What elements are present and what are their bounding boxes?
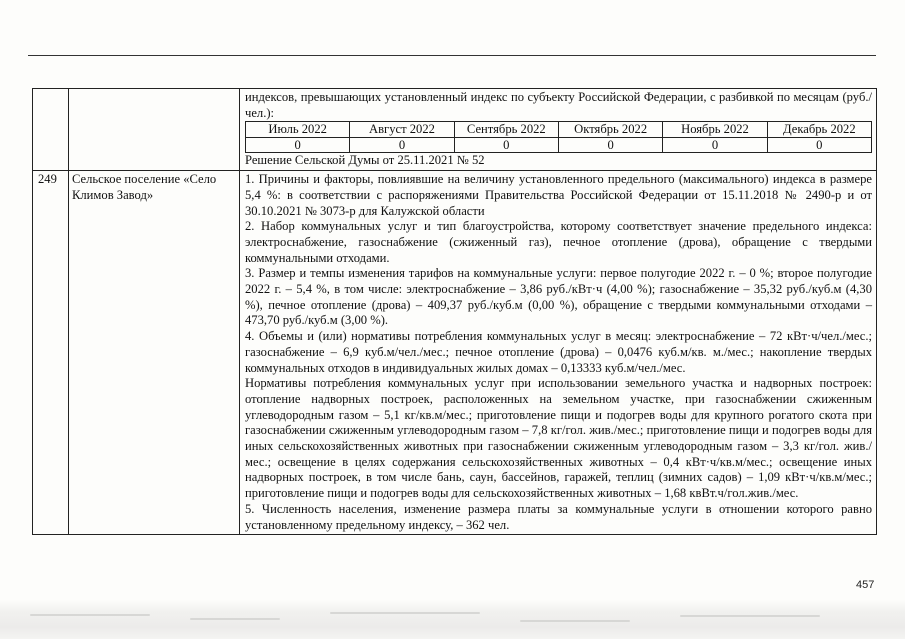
month-header: Июль 2022 bbox=[246, 122, 350, 138]
month-header: Сентябрь 2022 bbox=[454, 122, 558, 138]
month-header: Август 2022 bbox=[350, 122, 454, 138]
cell-continuation bbox=[240, 89, 877, 171]
decision-reference: Решение Сельской Думы от 25.11.2021 № 52 bbox=[245, 153, 485, 168]
paragraph-population: 5. Численность населения, изменение размера платы за коммунальные услуги в отношении которого равно установленному предельному индексу, – 362 чел. bbox=[245, 501, 872, 532]
paragraph-tariffs: 3. Размер и темпы изменения тарифов на коммунальные услуги: первое полугодие 2022 г. – 0 %; второе полугодие 2022 г. – 5,4 %, в том числе: электроснабжение – 3,86 руб./кВт·ч (4,00 %); газоснабжение – 35,32 руб./куб.м (4,30 %), печное отопление (дрова) – 409,37 руб./куб.м (0,00 %), обращение с твердыми коммунальными отходами – 473,70 руб./куб.м (3,00 %). bbox=[245, 266, 872, 328]
month-header: Октябрь 2022 bbox=[558, 122, 662, 138]
continuation-text: индексов, превышающих установленный индекс по субъекту Российской Федерации, с разбивкой по месяцам (руб./чел.): bbox=[245, 90, 872, 120]
table-row-249 bbox=[33, 171, 877, 535]
cell-municipality-empty bbox=[69, 89, 240, 171]
month-value: 0 bbox=[663, 137, 767, 153]
paragraph-volumes: 4. Объемы и (или) нормативы потребления коммунальных услуг в месяц: электроснабжение – 72 кВт·ч/чел./мес.; газоснабжение – 6,9 куб.м/чел./мес.; печное отопление (дрова) – 0,0476 куб.м/кв. м./мес.; накопление твердых коммунальных отходов в индивидуальных жилых домах – 0,13333 куб.м/чел./мес. bbox=[245, 329, 872, 375]
months-header-row bbox=[246, 122, 872, 138]
page-number: 457 bbox=[856, 579, 875, 591]
month-value: 0 bbox=[767, 137, 871, 153]
municipality-name: Сельское поселение «Село Климов Завод» bbox=[69, 171, 240, 535]
table-row-continuation bbox=[33, 89, 877, 171]
top-rule bbox=[28, 55, 876, 56]
month-header: Ноябрь 2022 bbox=[663, 122, 767, 138]
month-value: 0 bbox=[558, 137, 662, 153]
months-table bbox=[245, 121, 872, 153]
document-table bbox=[32, 88, 877, 535]
paragraph-land-norms: Нормативы потребления коммунальных услуг при использовании земельного участка и надворных построек: отопление надворных построек, расположенных на земельном участке, при газоснабжении сжиженным углеводородным газом – 5,1 кг/кв.м/мес.; приготовление пищи и подогрев воды для крупного рогатого скота при газоснабжении сжиженным углеводородным газом – 7,8 кг/гол. жив./мес.; приготовление пищи и подогрев воды для иных сельскохозяйственных животных при газоснабжении сжиженным углеводородным газом – 3,3 кг/гол. жив./мес.; освещение в целях содержания сельскохозяйственных животных – 0,4 кВт·ч/кв.м/мес.; освещение иных надворных построек, в том числе бань, саун, бассейнов, гаражей, теплиц (зимних садов) – 1,09 кВт·ч/кв.м/мес.; приготовление пищи и подогрев воды для сельскохозяйственных животных – 1,68 квВт.ч/гол.жив./мес. bbox=[245, 376, 872, 501]
paragraph-services: 2. Набор коммунальных услуг и тип благоустройства, которому соответствует значение предельного индекса: электроснабжение, газоснабжение (сжиженный газ), печное отопление (дрова), обращение с твердыми коммунальными отходами. bbox=[245, 219, 872, 265]
row-number: 249 bbox=[33, 171, 69, 535]
cell-number-empty bbox=[33, 89, 69, 171]
month-value: 0 bbox=[350, 137, 454, 153]
month-value: 0 bbox=[454, 137, 558, 153]
cell-details bbox=[240, 171, 877, 535]
month-value: 0 bbox=[246, 137, 350, 153]
scan-bottom-shadow bbox=[0, 600, 905, 639]
paragraph-reasons: 1. Причины и факторы, повлиявшие на величину установленного предельного (максимального) индекса в размере 5,4 %: в соответствии с распоряжениями Правительства Российской Федерации от 15.11.2018 № 2490-р и от 30.10.2021 № 3073-р для Калужской области bbox=[245, 172, 872, 218]
month-header: Декабрь 2022 bbox=[767, 122, 871, 138]
months-values-row bbox=[246, 137, 872, 153]
